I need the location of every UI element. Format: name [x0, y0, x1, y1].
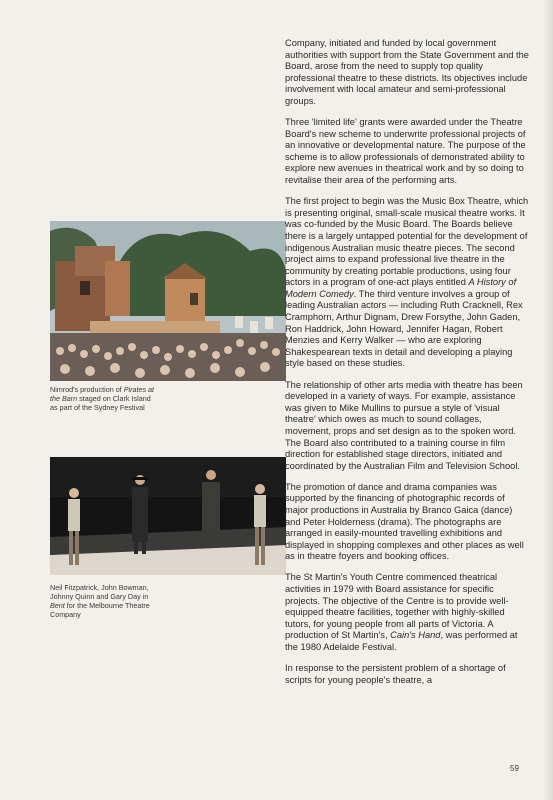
paragraph-music-box-theatre: The first project to begin was the Music Box Theatre, which is presenting original, small-scale musical theatre works. It was co-funded by the Music Board. The Boards believe there is a largely untapped potential for the development of indigenous Australian music theatre pieces. The second project aims to expand professional live theatre in the community by creating portable productions, using four actors in a program of one-act plays entitled A History of Modern Comedy. The third venture involves a group of leading Australian actors — including Ruth Cracknell, Rex Cramphorn, Arthur Dignam, Drew Forsythe, John Gaden, Ron Haddrick, John Howard, Jennifer Hagan, Robert Menzies and Kerry Walker — who are exploring Shakespearean texts in detail and developing a playing style based on these studies. — [285, 196, 529, 369]
theatre-stage-photo — [50, 457, 286, 575]
body-text-column — [285, 38, 530, 696]
photo-caption-1: Nimrod's production of Pirates at the Barn staged on Clark Island as part of the Sydney Festival — [50, 385, 155, 412]
paragraph-limited-life-grants: Three 'limited life' grants were awarded under the Theatre Board's new scheme to underwrite professional projects of an innovative or developmental nature. The purpose of the scheme is to allow professionals of demonstrated ability to explore new avenues in theatrical work and by so doing to revitalise their area of the performing arts. — [285, 117, 526, 186]
outdoor-stage-photo — [50, 221, 286, 381]
paragraph-other-arts-media: The relationship of other arts media with theatre has been developed in a variety of ways. For example, assistance was given to Mike Mullins to pursue a style of 'visual theatre' which owes as much to sound collages, movement, props and set design as to the spoken word. The Board also contributed to a training course in film direction for established stage directors, initiated and coordinated by the Australian Film and Television School. — [285, 379, 523, 471]
paragraph-dance-drama-photography: The promotion of dance and drama companies was supported by the financing of photographic records of major productions in Australia by Branco Gaica (dance) and Peter Holderness (drama). The photographs are arranged in easily-mounted travelling exhibitions and displayed in shopping complexes and other places as well as in theatre foyers and booking offices. — [285, 481, 524, 562]
page-edge-shadow — [543, 0, 553, 800]
photo-caption-2: Neil Fitzpatrick, John Bowman, Johnny Quinn and Gary Day in Bent for the Melbourne Theatre Company — [50, 583, 150, 619]
paragraph-st-martins-youth-centre: The St Martin's Youth Centre commenced theatrical activities in 1979 with Board assistance for specific projects. The objective of the Centre is to provide well-equipped theatre facilities, together with highly-skilled tutors, for young people from all parts of Victoria. A production of St Martin's, Cain's Hand, was performed at the 1980 Adelaide Festival. — [285, 572, 518, 652]
paragraph-local-theatre-company: Company, initiated and funded by local government authorities with support from the State Government and the Board, arose from the need to supply top quality professional theatre to these districts. Its objectives include involvement with local amateur and semi-professional groups. — [285, 38, 529, 106]
paragraph-scripts-shortage: In response to the persistent problem of a shortage of scripts for young people's theatre, a — [285, 663, 506, 685]
page-number: 59 — [510, 764, 519, 773]
